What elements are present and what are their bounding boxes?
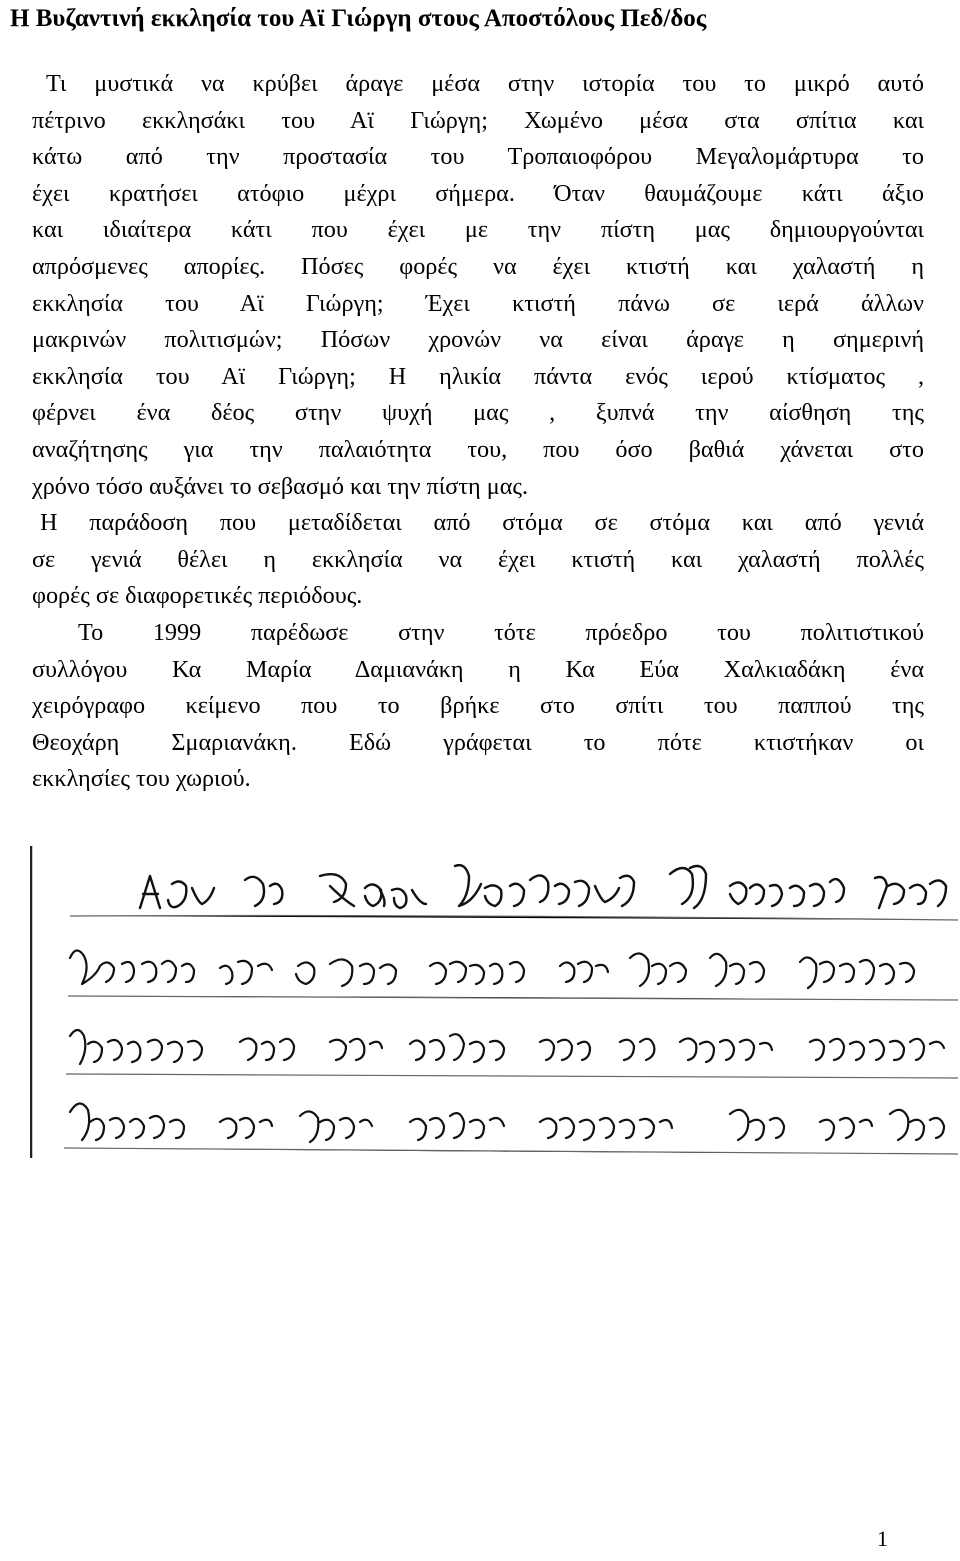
text-line: εκκλησία του Αϊ Γιώργη; Η ηλικία πάντα ενός ιερού κτίσματος ,: [32, 362, 924, 390]
text-line: εκκλησία του Αϊ Γιώργη; Έχει κτιστή πάνω σε ιερά άλλων: [32, 289, 924, 317]
text-line: εκκλησίες του χωριού.: [32, 765, 251, 793]
manuscript-scan: [30, 846, 960, 1158]
text-line: έχει κρατήσει ατόφιο μέχρι σήμερα. Όταν θαυμάζουμε κάτι άξιο: [32, 179, 924, 207]
text-line: σε γενιά θέλει η εκκλησία να έχει κτιστή και χαλαστή πολλές: [32, 545, 924, 573]
handwritten-manuscript-image: [30, 846, 960, 1158]
text-line: απρόσμενες απορίες. Πόσες φορές να έχει κτιστή και χαλαστή η: [32, 252, 924, 280]
handwriting-line-1: [140, 865, 946, 908]
handwriting-line-2: [70, 950, 914, 988]
handwriting-line-3: [70, 1030, 944, 1064]
text-line: Το 1999 παρέδωσε στην τότε πρόεδρο του πολιτιστικού: [78, 618, 924, 646]
text-line: Θεοχάρη Σμαριανάκη. Εδώ γράφεται το πότε κτιστήκαν οι: [32, 728, 924, 756]
text-line: φέρνει ένα δέος στην ψυχή μας , ξυπνά την αίσθηση της: [32, 399, 924, 427]
text-line: χρόνο τόσο αυξάνει το σεβασμό και την πίστη μας.: [32, 472, 528, 500]
text-line: και ιδιαίτερα κάτι που έχει με την πίστη μας δημιουργούνται: [32, 216, 924, 244]
article-body: [32, 66, 924, 798]
text-line: χειρόγραφο κείμενο που το βρήκε στο σπίτι του παππού της: [32, 692, 924, 720]
text-line: πέτρινο εκκλησάκι του Αϊ Γιώργη; Χωμένο μέσα στα σπίτια και: [32, 106, 924, 134]
text-line: Η παράδοση που μεταδίδεται από στόμα σε στόμα και από γενιά: [40, 509, 924, 537]
text-line: φορές σε διαφορετικές περιόδους.: [32, 582, 363, 610]
handwriting-line-4: [70, 1103, 944, 1142]
text-line: μακρινών πολιτισμών; Πόσων χρονών να είναι άραγε η σημερινή: [32, 326, 924, 354]
text-line: συλλόγου Κα Μαρία Δαμιανάκη η Κα Εύα Χαλκιαδάκη ένα: [32, 655, 924, 683]
ruled-lines: [64, 916, 958, 1155]
text-line: Τι μυστικά να κρύβει άραγε μέσα στην ιστορία του το μικρό αυτό: [46, 70, 924, 97]
page-title: Η Βυζαντινή εκκλησία του Αϊ Γιώργη στους Αποστόλους Πεδ/δος: [10, 5, 707, 32]
text-line: κάτω από την προστασία του Τροπαιοφόρου Μεγαλομάρτυρα το: [32, 143, 924, 171]
text-line: αναζήτησης για την παλαιότητα του, που όσο βαθιά χάνεται στο: [32, 435, 924, 463]
page-number: 1: [877, 1526, 888, 1551]
